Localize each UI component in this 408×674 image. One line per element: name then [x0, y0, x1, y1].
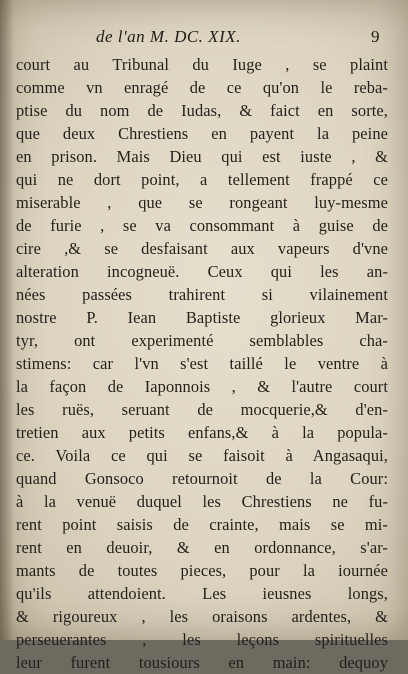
text-line: ptise du nom de Iudas, & faict en sorte, [16, 101, 388, 120]
text-line: mants de toutes pieces, pour la iournée [16, 561, 388, 580]
text-line: stimens: car l'vn s'est taillé le ventre à [16, 354, 388, 373]
body-text [16, 53, 388, 674]
text-line: comme vn enragé de ce qu'on le reba- [16, 78, 388, 97]
text-line: qu'ils attendoient. Les ieusnes longs, [16, 584, 388, 603]
text-line: que deux Chrestiens en payent la peine [16, 124, 388, 143]
text-line: rent en deuoir, & en ordonnance, s'ar- [16, 538, 388, 557]
text-line: miserable , que se rongeant luy-mesme [16, 193, 388, 212]
text-line: perseuerantes , les leçons spirituelles [16, 630, 388, 649]
text-line: qui ne dort point, a tellement frappé ce [16, 170, 388, 189]
gutter-shadow [0, 0, 14, 640]
text-line: leur furent tousiours en main: dequoy [16, 653, 388, 672]
text-line: ce. Voila ce qui se faisoit à Angasaqui, [16, 446, 388, 465]
text-line: de furie , se va consommant à guise de [16, 216, 388, 235]
text-line: la façon de Iaponnois , & l'autre court [16, 377, 388, 396]
text-line: nostre P. Iean Baptiste glorieux Mar- [16, 308, 388, 327]
text-line: rent point saisis de crainte, mais se mi- [16, 515, 388, 534]
text-line: tretien aux petits enfans,& à la popula- [16, 423, 388, 442]
text-line: les ruës, seruant de mocquerie,& d'en- [16, 400, 388, 419]
page-header [96, 27, 380, 49]
text-line: en prison. Mais Dieu qui est iuste , & [16, 147, 388, 166]
text-line: tyr, ont experimenté semblables cha- [16, 331, 388, 350]
running-head: de l'an M. DC. XIX. [96, 27, 241, 46]
text-line: nées passées trahirent si vilainement [16, 285, 388, 304]
text-line: & rigoureux , les oraisons ardentes, & [16, 607, 388, 626]
text-line: cire ,& se desfaisant aux vapeurs d'vne [16, 239, 388, 258]
text-line: alteration incogneuë. Ceux qui les an- [16, 262, 388, 281]
text-line: court au Tribunal du Iuge , se plaint [16, 55, 388, 74]
page-number: 9 [371, 27, 380, 46]
text-line: à la venuë duquel les Chrestiens ne fu- [16, 492, 388, 511]
text-line: quand Gonsoco retournoit de la Cour: [16, 469, 388, 488]
